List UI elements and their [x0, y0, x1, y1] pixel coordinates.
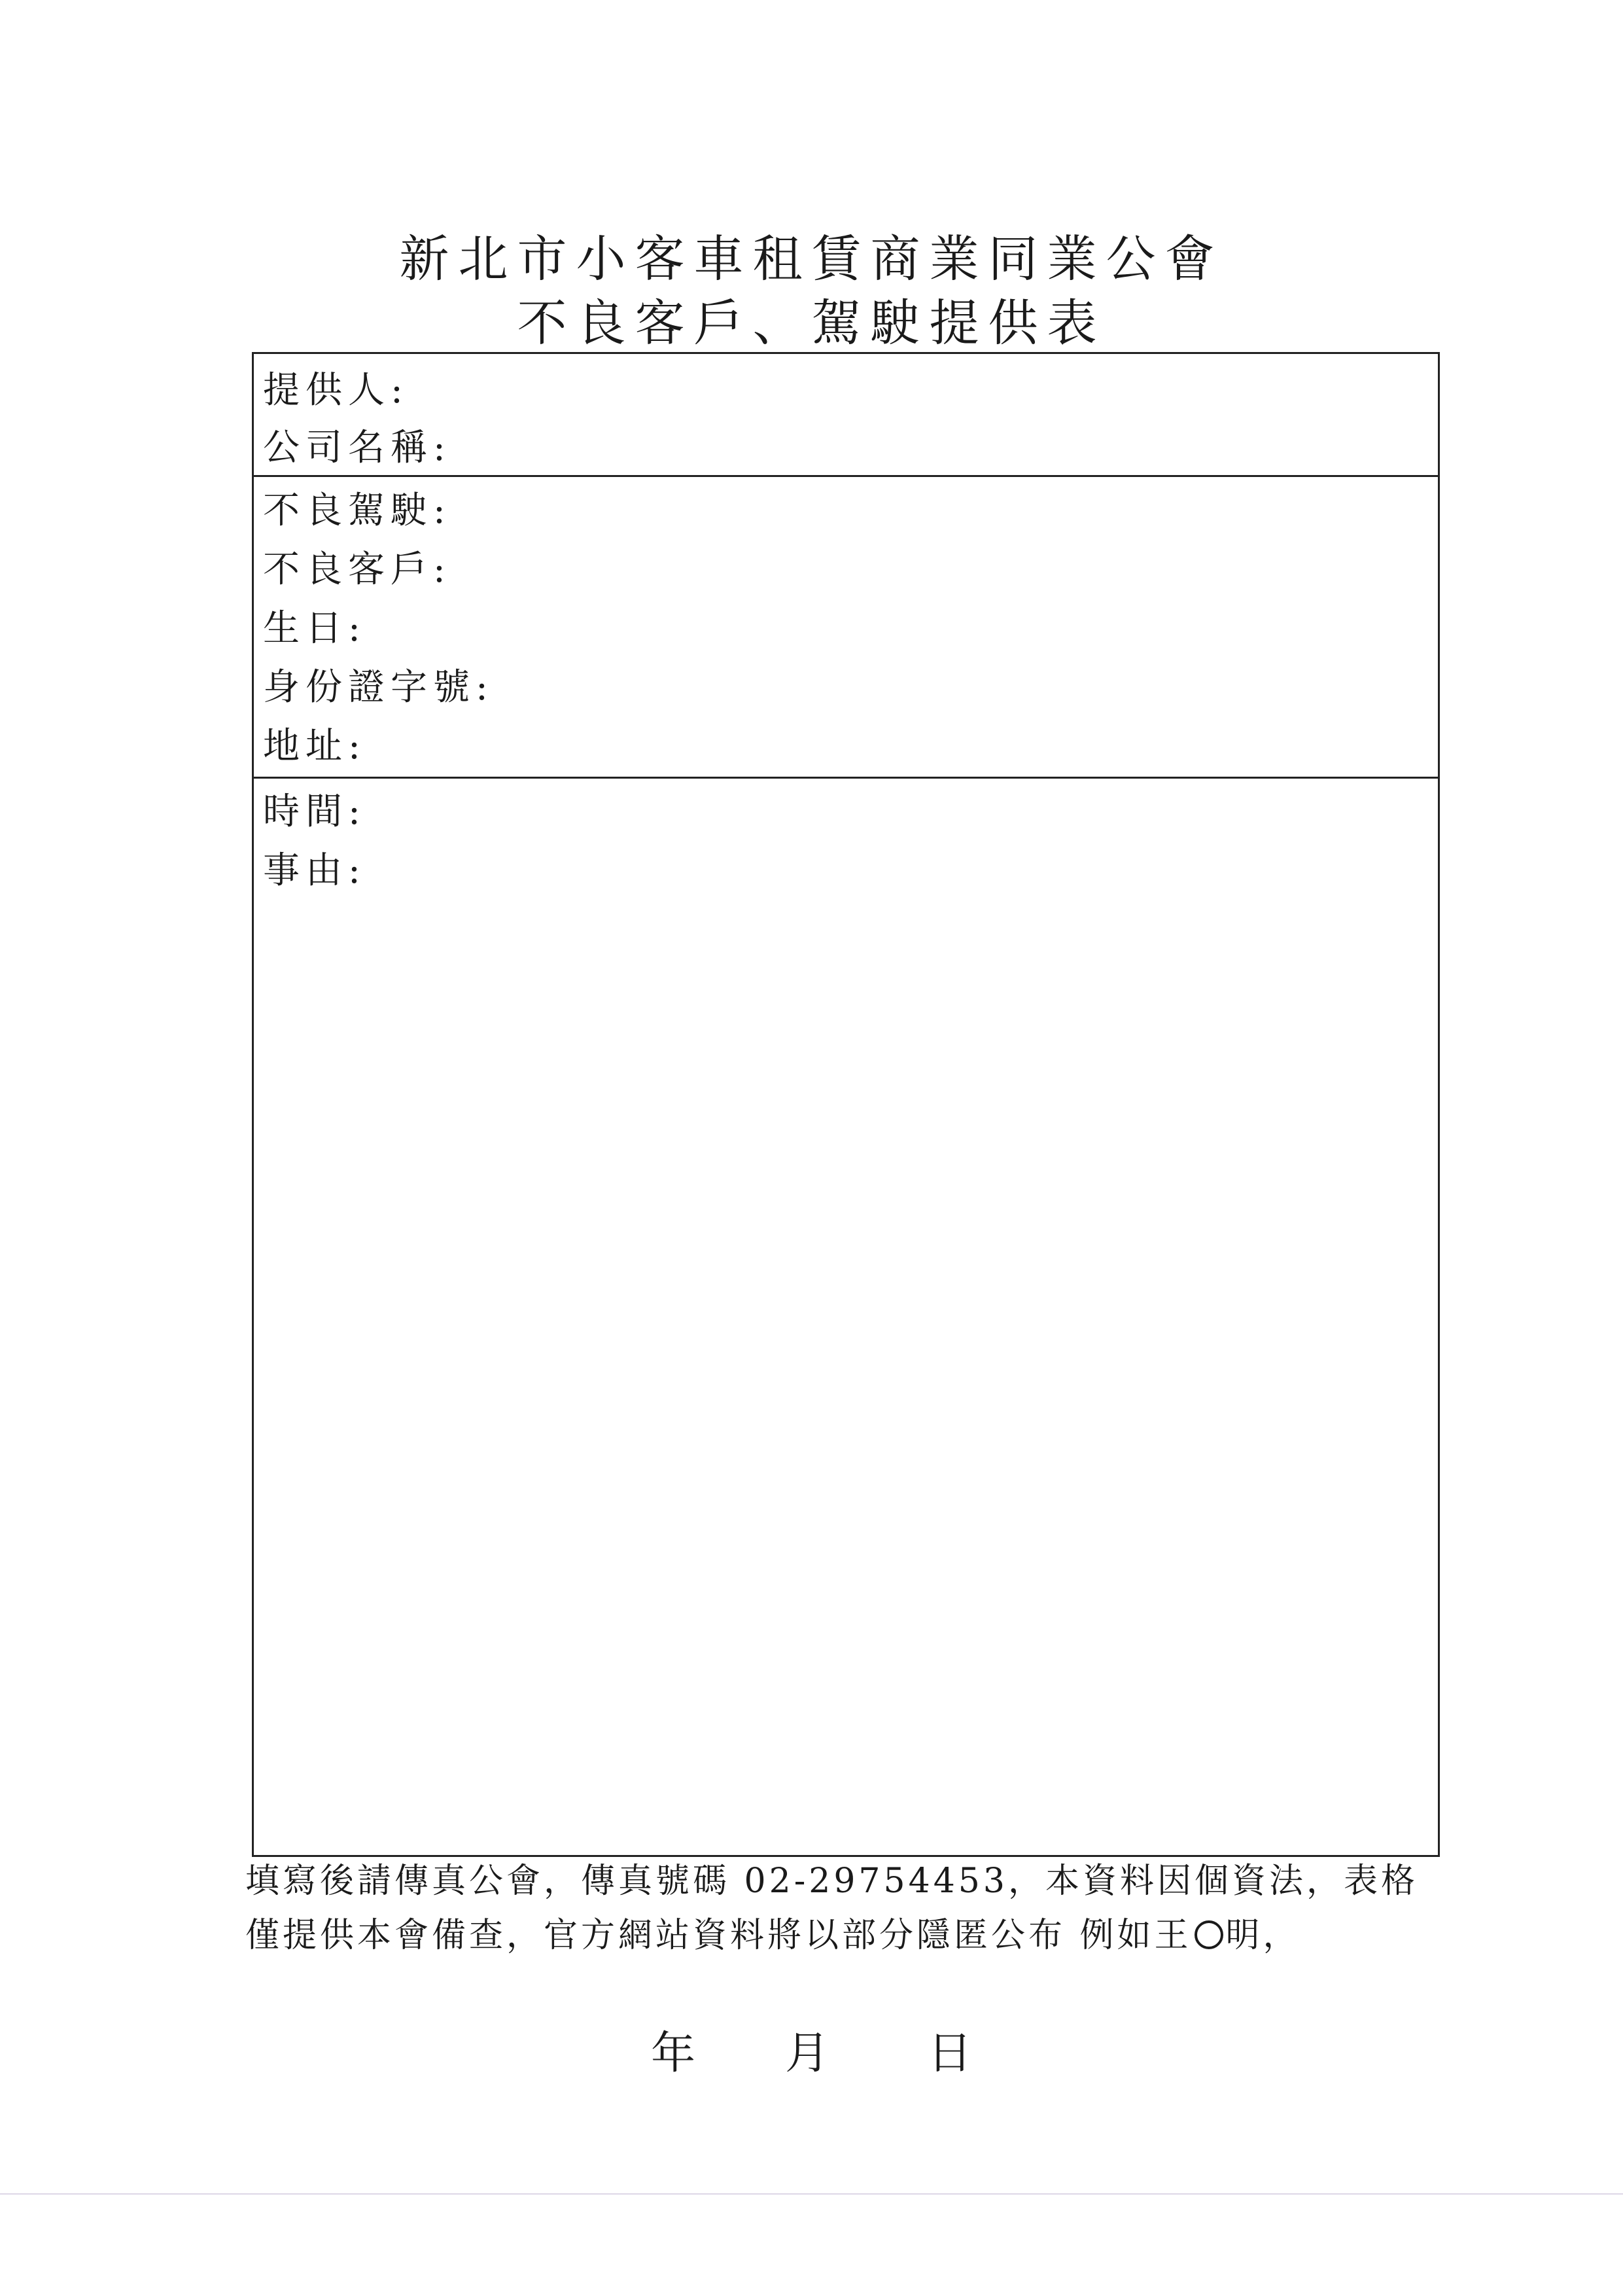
bad-driver-label: 不良駕駛: — [263, 489, 451, 532]
privacy-note — [245, 1916, 1300, 1955]
masked-character-circle-icon — [1195, 1920, 1223, 1949]
address-label: 地址: — [263, 725, 366, 768]
report-form-box — [252, 352, 1440, 1857]
id-number-label: 身份證字號: — [263, 666, 494, 709]
time-label: 時間: — [263, 790, 366, 833]
section-divider — [254, 777, 1438, 779]
organization-title: 新北市小客車租賃商業同業公會 — [399, 230, 1224, 288]
reason-label: 事由: — [263, 849, 366, 892]
form-title: 不良客戶、駕駛提供表 — [517, 294, 1106, 352]
bad-customer-label: 不良客戶: — [263, 548, 451, 591]
birthday-label: 生日: — [263, 607, 366, 650]
fax-note: 填寫後請傳真公會，傳真號碼 02-29754453，本資料因個資法，表格 — [245, 1862, 1418, 1901]
privacy-note-text: 僅提供本會備查，官方網站資料將以部分隱匿公布 例如王 — [245, 1916, 1192, 1955]
company-name-label: 公司名稱: — [263, 427, 451, 469]
privacy-note-suffix: 明， — [1225, 1916, 1300, 1955]
date-day-label: 日 — [928, 2028, 973, 2079]
scan-edge-line — [0, 2193, 1623, 2195]
date-month-label: 月 — [785, 2028, 830, 2079]
date-year-label: 年 — [651, 2028, 696, 2079]
provider-label: 提供人: — [263, 369, 409, 412]
section-divider — [254, 475, 1438, 477]
